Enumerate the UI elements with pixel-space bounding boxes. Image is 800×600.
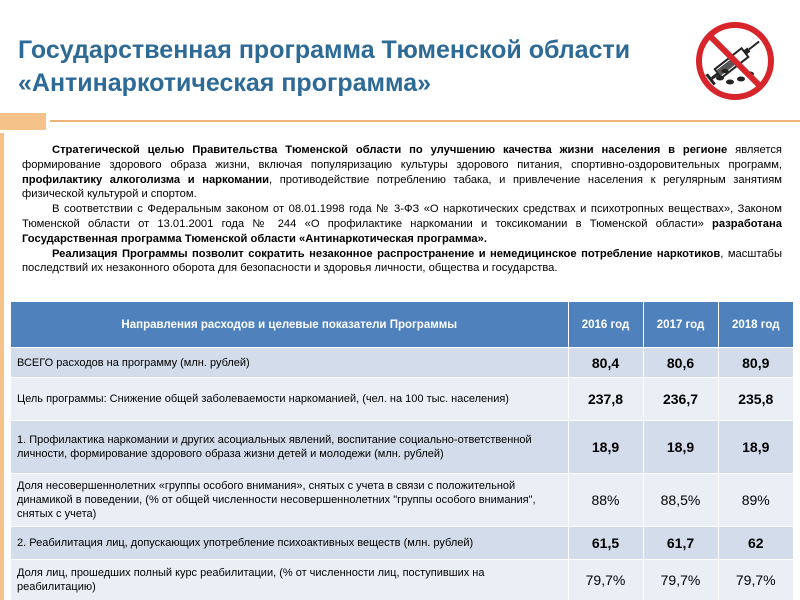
value-2018: 235,8 — [718, 378, 793, 421]
value-2018: 89% — [718, 474, 793, 527]
value-2016: 79,7% — [568, 560, 643, 600]
value-2018: 79,7% — [718, 560, 793, 600]
row-label: 2. Реабилитация лиц, допускающих употребление психоактивных веществ (млн. рублей) — [11, 527, 568, 560]
value-2017: 80,6 — [643, 348, 718, 378]
table-row — [11, 421, 793, 474]
table-row — [11, 527, 793, 560]
row-label: Цель программы: Снижение общей заболеваемости наркоманией, (чел. на 100 тыс. населения) — [11, 378, 568, 421]
header-2018: 2018 год — [718, 302, 793, 348]
value-2016: 237,8 — [568, 378, 643, 421]
divider-line — [50, 120, 800, 122]
header-2017: 2017 год — [643, 302, 718, 348]
title-line-2: «Антинаркотическая программа» — [18, 69, 432, 97]
table-header-row — [11, 302, 793, 348]
intro-paragraph-3: Реализация Программы позволит сократить незаконное распространение и немедицинское потребление наркотиков, масштабы последствий их незаконного оборота для безопасности и здоровья личности, общества и государства. — [22, 247, 782, 275]
table-row — [11, 560, 793, 600]
no-drugs-icon — [694, 20, 776, 102]
value-2016: 88% — [568, 474, 643, 527]
value-2016: 18,9 — [568, 421, 643, 474]
value-2018: 18,9 — [718, 421, 793, 474]
program-table — [11, 302, 793, 600]
row-label: 1. Профилактика наркомании и других асоциальных явлений, воспитание социально-ответственной личности, формирование здорового образа жизни детей и молодежи (млн. рублей) — [11, 421, 568, 474]
value-2016: 61,5 — [568, 527, 643, 560]
value-2016: 80,4 — [568, 348, 643, 378]
value-2018: 62 — [718, 527, 793, 560]
intro-text — [22, 143, 782, 276]
row-label: Доля несовершеннолетних «группы особого внимания», снятых с учета в связи с положительной динамикой в поведении, (% от общей численности несовершеннолетних "группы особого внимания", снятых с учета) — [11, 474, 568, 527]
row-label: ВСЕГО расходов на программу (млн. рублей) — [11, 348, 568, 378]
value-2017: 88,5% — [643, 474, 718, 527]
value-2017: 79,7% — [643, 560, 718, 600]
value-2017: 236,7 — [643, 378, 718, 421]
header-2016: 2016 год — [568, 302, 643, 348]
value-2017: 18,9 — [643, 421, 718, 474]
intro-paragraph-2: В соответствии с Федеральным законом от 08.01.1998 года № 3-ФЗ «О наркотических средствах и психотропных веществах», Законом Тюменской области от 13.01.2001 года № 244 «О профилактике наркомании и токсикомании в Тюменской области» разработана Государственная программа Тюменской области «Антинаркотическая программа». — [22, 203, 782, 245]
table-row — [11, 474, 793, 527]
row-label: Доля лиц, прошедших полный курс реабилитации, (% от численности лиц, поступивших на реабилитацию) — [11, 560, 568, 600]
title-line-1: Государственная программа Тюменской области — [18, 36, 631, 64]
table-row — [11, 348, 793, 378]
accent-bar — [0, 113, 46, 130]
value-2018: 80,9 — [718, 348, 793, 378]
intro-paragraph-1: Стратегической целью Правительства Тюменской области по улучшению качества жизни населения в регионе является формирование здорового образа жизни, включая популяризацию культуры здорового питания, спортивно-оздоровительных программ, профилактику алкоголизма и наркомании, противодействие потреблению табака, и привлечение населения к регулярным занятиям физической культурой и спортом. — [22, 144, 782, 201]
value-2017: 61,7 — [643, 527, 718, 560]
header-directions: Направления расходов и целевые показатели Программы — [11, 302, 568, 348]
side-accent-line — [0, 133, 4, 600]
table-row — [11, 378, 793, 421]
page-title — [18, 34, 678, 100]
